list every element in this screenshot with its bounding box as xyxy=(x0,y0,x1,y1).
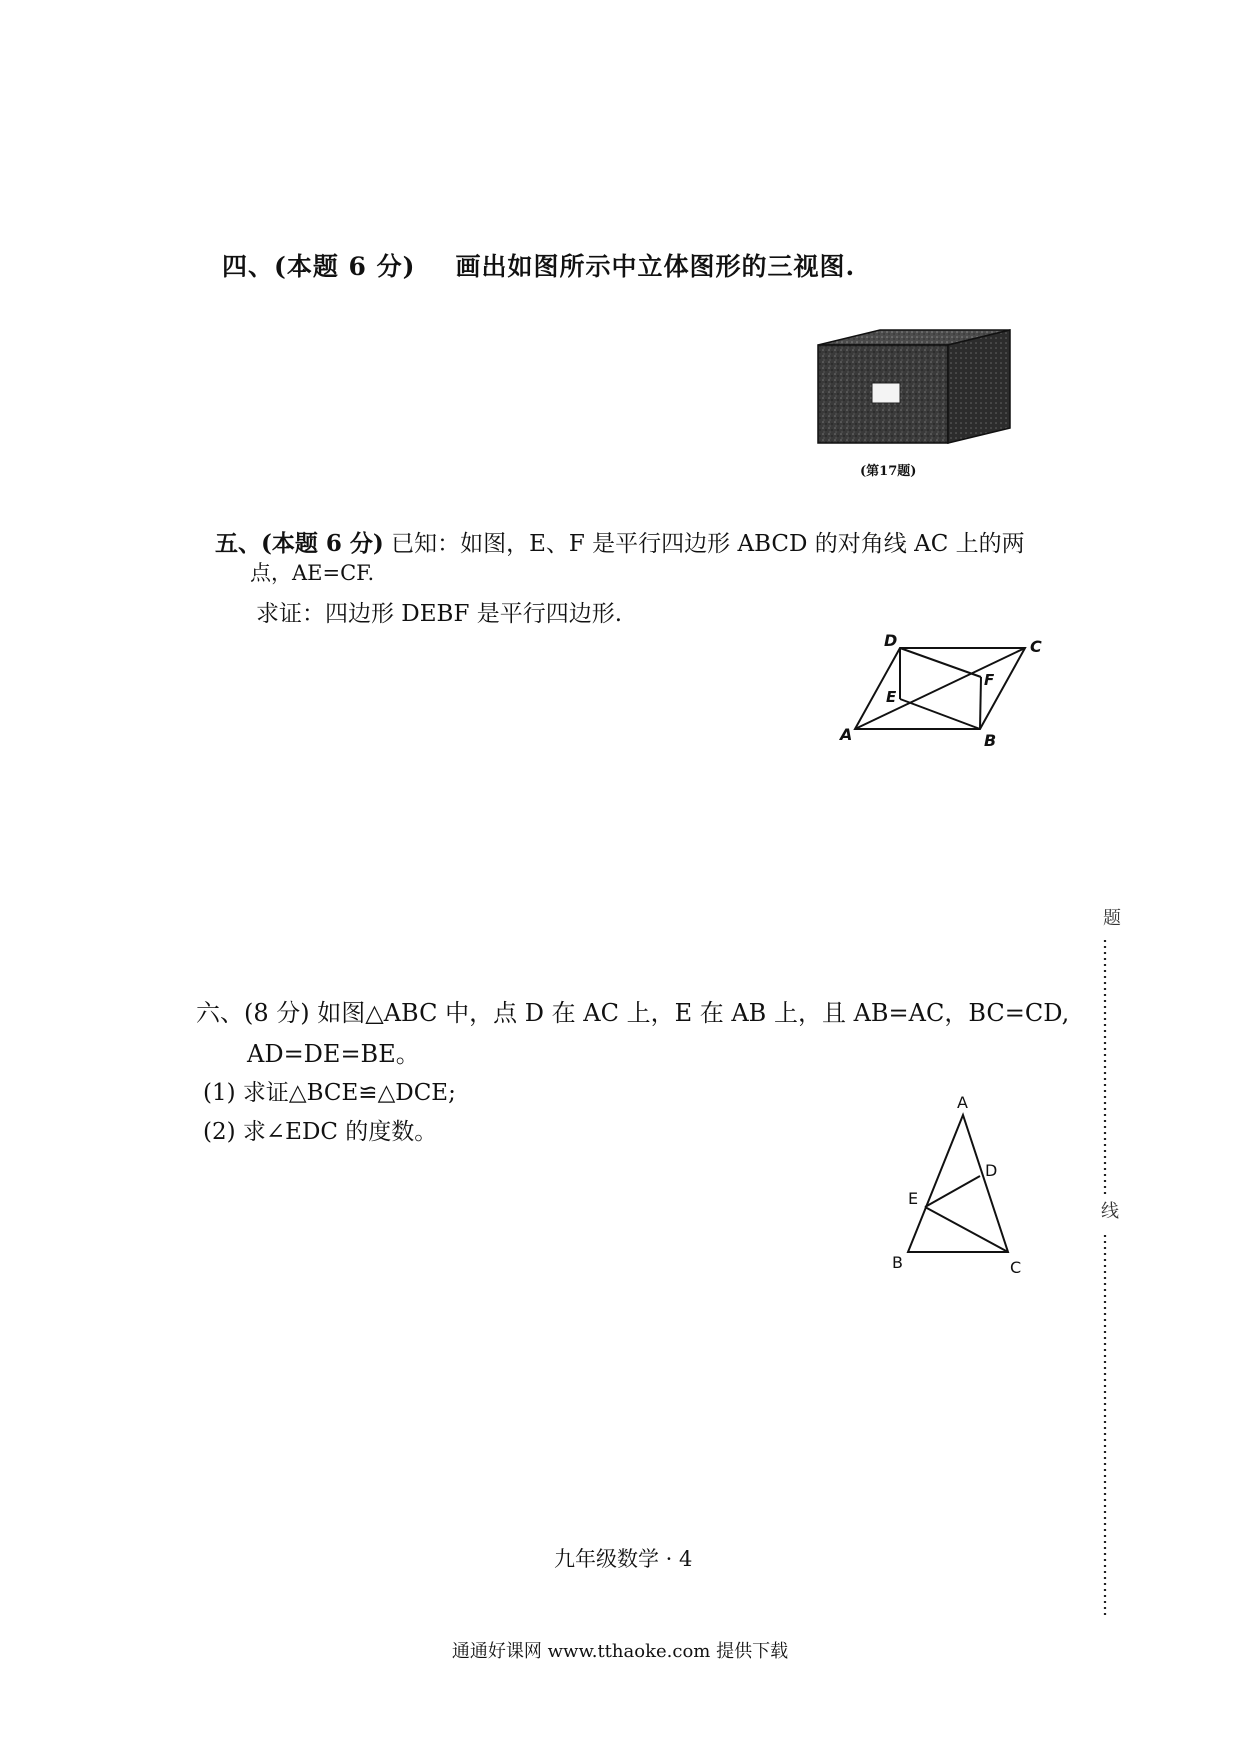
question-4 xyxy=(222,247,855,283)
question-5-head: 五、(本题 6 分) xyxy=(215,530,384,557)
box-side-face xyxy=(948,330,1010,443)
tri-label-b: B xyxy=(892,1253,903,1272)
parallelogram-figure xyxy=(830,630,1050,750)
segment-be xyxy=(900,699,980,729)
question-6-part1: (1) 求证△BCE≌△DCE; xyxy=(203,1080,456,1106)
triangle-abc xyxy=(908,1115,1008,1252)
binding-line xyxy=(1095,900,1115,1620)
question-5-line2: 点，AE=CF. xyxy=(250,561,375,585)
segment-bf xyxy=(980,677,981,729)
solid-figure-17 xyxy=(810,325,1020,475)
tri-label-e: E xyxy=(908,1189,919,1208)
label-c: C xyxy=(1030,637,1042,656)
question-6-line1: 六、(8 分) 如图△ABC 中，点 D 在 AC 上，E 在 AB 上，且 AB=AC，BC=CD, xyxy=(196,999,1070,1027)
question-4-head: 四、(本题 6 分) xyxy=(222,252,416,281)
download-source-footer: 通通好课网 www.tthaoke.com 提供下载 xyxy=(451,1641,789,1662)
diagonal-ac xyxy=(855,648,1025,729)
triangle-figure xyxy=(880,1090,1030,1285)
box-window xyxy=(872,383,900,403)
tri-label-d: D xyxy=(985,1161,998,1180)
margin-char-mid: 线 xyxy=(1101,1201,1119,1222)
question-5-line3: 求证：四边形 DEBF 是平行四边形. xyxy=(256,601,623,627)
question-5-line1 xyxy=(215,525,1025,558)
label-b: B xyxy=(984,731,997,750)
segment-df xyxy=(900,648,981,677)
figure-17-caption: (第17题) xyxy=(860,464,917,479)
label-e: E xyxy=(886,688,897,706)
tri-label-a: A xyxy=(957,1093,968,1112)
question-5-text: 已知：如图，E、F 是平行四边形 ABCD 的对角线 AC 上的两 xyxy=(391,531,1025,557)
question-6-line2: AD=DE=BE。 xyxy=(247,1040,420,1068)
margin-char-top: 题 xyxy=(1103,908,1121,929)
label-d: D xyxy=(884,631,898,650)
question-6-part2: (2) 求∠EDC 的度数。 xyxy=(203,1119,438,1145)
page-footer: 九年级数学 · 4 xyxy=(554,1547,693,1571)
label-a: A xyxy=(840,725,853,744)
tri-label-c: C xyxy=(1010,1258,1022,1277)
label-f: F xyxy=(984,671,995,689)
question-4-text: 画出如图所示中立体图形的三视图. xyxy=(455,252,856,281)
